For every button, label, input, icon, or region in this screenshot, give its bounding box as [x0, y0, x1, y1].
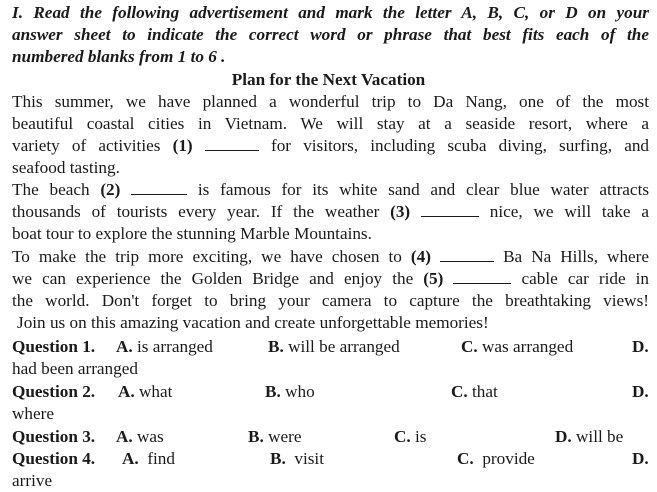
passage-text: variety of activities	[12, 136, 161, 155]
passage-line: This summer, we have planned a wonderful trip to Da Nang, one of the most	[12, 92, 649, 111]
passage-line-blank-5	[12, 268, 649, 290]
q1-option-d-text: had been arranged	[12, 359, 138, 378]
option-letter: C.	[451, 382, 468, 401]
passage-text: The beach	[12, 180, 90, 199]
instruction-line-1: I. Read the following advertisement and mark the letter A, B, C, or D on your	[12, 3, 649, 22]
blank-number-4: (4)	[410, 247, 431, 266]
option-text: will be arranged	[288, 337, 400, 356]
option-letter: A.	[122, 449, 139, 468]
option-text: what	[139, 382, 173, 401]
passage-line: the world. Don't forget to bring your camera to capture the breathtaking views!	[12, 291, 649, 310]
option-letter: C.	[457, 449, 474, 468]
passage-line-blank-2	[12, 179, 649, 201]
option-text: will be	[576, 427, 624, 446]
q1-option-c	[461, 336, 573, 358]
option-text: is	[415, 427, 427, 446]
blank-number-1: (1)	[172, 136, 193, 155]
option-letter: B.	[248, 427, 264, 446]
passage-line: Join us on this amazing vacation and create unforgettable memories!	[17, 313, 489, 332]
q4-option-b	[270, 448, 324, 470]
q1-option-a	[116, 336, 213, 358]
q4-option-c	[457, 448, 535, 470]
answer-blank-4	[440, 246, 494, 262]
passage-text: Ba Na Hills, where	[503, 247, 650, 266]
option-letter: B.	[265, 382, 281, 401]
blank-number-3: (3)	[390, 202, 411, 221]
passage-line-blank-3	[12, 201, 649, 223]
passage-line: beautiful coastal cities in Vietnam. We will stay at a seaside resort, where a	[12, 114, 649, 133]
option-letter: B.	[268, 337, 284, 356]
passage-line: seafood tasting.	[12, 158, 120, 177]
option-letter: D.	[555, 427, 572, 446]
q3-option-c	[394, 426, 426, 448]
option-text: was arranged	[482, 337, 574, 356]
q1-option-d-letter: D.	[632, 337, 649, 356]
answer-blank-2	[131, 179, 187, 195]
q4-option-d-letter: D.	[632, 449, 649, 468]
q2-option-a	[118, 381, 172, 403]
passage-text: thousands of tourists every year. If the weather	[12, 202, 380, 221]
q3-option-a	[116, 426, 164, 448]
passage-line-blank-1	[12, 135, 649, 157]
question-1-label: Question 1.	[12, 337, 96, 356]
answer-blank-1	[205, 135, 259, 151]
option-text: who	[285, 382, 315, 401]
answer-blank-3	[421, 201, 479, 217]
instruction-line-3: numbered blanks from 1 to 6 .	[12, 47, 226, 66]
blank-number-5: (5)	[423, 269, 444, 288]
option-letter: C.	[461, 337, 478, 356]
q3-option-b	[248, 426, 301, 448]
passage-line-blank-4	[12, 246, 649, 268]
option-text: that	[472, 382, 498, 401]
option-text: is arranged	[137, 337, 213, 356]
q2-option-d-text: where	[12, 404, 54, 423]
answer-blank-5	[453, 268, 511, 284]
q4-option-a	[122, 448, 175, 470]
passage-text: cable car ride in	[521, 269, 650, 288]
q1-option-b	[268, 336, 400, 358]
question-3-label: Question 3.	[12, 427, 96, 446]
option-letter: C.	[394, 427, 411, 446]
passage-text: is famous for its white sand and clear blue water attracts	[197, 180, 650, 199]
option-letter: B.	[270, 449, 286, 468]
question-2-label: Question 2.	[12, 382, 96, 401]
option-letter: A.	[118, 382, 135, 401]
option-letter: A.	[116, 337, 133, 356]
option-letter: A.	[116, 427, 133, 446]
passage-title: Plan for the Next Vacation	[231, 70, 426, 89]
option-text: find	[147, 449, 175, 468]
blank-number-2: (2)	[100, 180, 121, 199]
passage-line: boat tour to explore the stunning Marble Mountains.	[12, 224, 372, 243]
passage-text: To make the trip more exciting, we have chosen to	[12, 247, 402, 266]
q3-option-d	[555, 426, 623, 448]
question-4-label: Question 4.	[12, 449, 96, 468]
q2-option-b	[265, 381, 315, 403]
instruction-line-2: answer sheet to indicate the correct word or phrase that best fits each of the	[12, 25, 649, 44]
q2-option-d-letter: D.	[632, 382, 649, 401]
q2-option-c	[451, 381, 498, 403]
q4-option-d-text: arrive	[12, 471, 53, 490]
passage-text: nice, we will take a	[489, 202, 649, 221]
option-text: was	[137, 427, 164, 446]
option-text: visit	[294, 449, 324, 468]
passage-text: we can experience the Golden Bridge and enjoy the	[12, 269, 414, 288]
option-text: were	[268, 427, 302, 446]
option-text: provide	[482, 449, 535, 468]
passage-text: for visitors, including scuba diving, surfing, and	[270, 136, 650, 155]
